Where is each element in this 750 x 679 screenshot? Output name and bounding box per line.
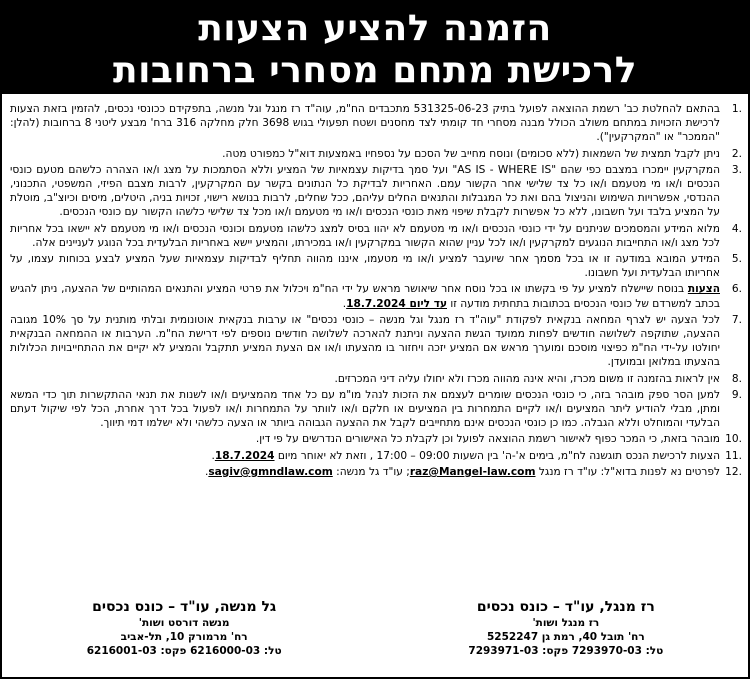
clause-text: למען הסר ספק מובהר בזה, כי כונסי הנכסים שומרים לעצמם את הזכות לנהל מו"מ עם כל אחד מהמציעים ו/או לשנות את תנאי ההתקשרות תוך כדי המשא ומתן, מבלי להודיע ליתר המציעים ו/או לקיים התמחרות בין המציעים או חלקם ו/או לוותר על התמחרות ו/או לפעול בכל דרך אחרת, הכל לפי שיקול דעתם הבלעדי והמוחלט וללא הגבלה. כמו כן כונסי הנכסים אינם מתחייבים לקבל את ההצעה הגבוהה ביותר או הצעה כלשהי ולא ישלמו דמי תיווך. <box>10 388 720 430</box>
clause-item <box>8 465 742 479</box>
clause-item <box>8 163 742 220</box>
clause-item <box>8 449 742 463</box>
notice-title-line2: לרכישת מתחם מסחרי ברחובות <box>112 50 638 91</box>
clause-text: בהתאם להחלטת כב' רשמת ההוצאה לפועל בתיק 531325-06-23 מתכבדים הח"מ, עוה"ד רז מנגל וגל מנשה, בתפקידם ככונסי נכסים, להזמין בזאת הצעות לרכישת הזכויות במתחם משולב הכולל מבנה מסחרי חד קומתי לצד מחסנים ושטח תפעולי בגוש 3698 חלק מחלקה 316 ברח' מבצע ליטני 8 ברחובות (להלן: "הממכר" או "המקרקעין"). <box>10 103 721 144</box>
contact-right-address: רח' תובל 40, רמת גן 5252247 <box>486 631 645 643</box>
clause-number: .11 <box>725 449 742 462</box>
contact-left-name: גל מנשה, עו"ד – כונס נכסים <box>92 599 277 615</box>
clause-number: .6 <box>731 283 742 296</box>
clause-text: . <box>204 465 209 478</box>
clause-text: בנוסח שיישלח למציע על פי בקשתו או בכל נוסח אחר שיאושר מראש על ידי הח"מ ויכלול את פרטי המציע והתנאים המהותיים של ההצעה, ניתן להגיש בכתב למשרדם של כונסי הנכסים בכתובות בתחתית מודעה זו <box>10 283 720 310</box>
contact-right-phones: טל: 7293970-03 פקס: 7293971-03 <box>468 645 664 657</box>
clause-text: לכל הצעה יש לצרף המחאה בנקאית לפקודת "עוה"ד רז מנגל וגל מנשה – כונסי נכסים" או ערבות בנקאית אוטונומית ובלתי מותנית על סך 10% מגובה ההצעה, שתוקפה לשלושה חודשים לפחות ממועד הגשת ההצעה וניתנת להארכה לשלושה חודשים נוספים לפי דרישת הח"מ. הערבות או ההמחאה הבנקאית יחולטו על-ידי הח"מ כפיצוי מוסכם ומוערך מראש אם המציע יזכה ויחזור בו מהצעתו ו/או אם הצעת המציע תתקבל והמציע לא יקיים את ההתחייבויות הכלולות בהצעתו במלואן ובמועדן. <box>10 313 720 369</box>
contact-left-address: רח' מרמורק 10, תל-אביב <box>120 631 248 643</box>
clause-text: הצעות לרכישת הנכס תוגשנה לח"מ, בימים א'-ה' בין השעות 09:00 – 17:00 , וזאת לא יאוחר מיום <box>274 449 720 462</box>
contact-left <box>8 598 360 658</box>
clause-text: המידע המובא במודעה זו או בכל מסמך אחר שיועבר למציע ו/או מי מטעמו, איננו מהווה תחליף לבדיקות עצמאיות שעל המציע לבצע בכוחות עצמו, על אחריותו הבלעדית ועל חשבונו. <box>10 253 720 280</box>
clause-item <box>8 432 742 446</box>
contact-left-phones: טל: 6216000-03 פקס: 6216001-03 <box>86 645 282 657</box>
clause-item <box>8 222 742 250</box>
clause-item <box>8 388 742 431</box>
clauses-list <box>8 102 742 479</box>
contact-right-firm: רז מנגל ושות' <box>532 617 600 629</box>
clause-emphasis: 18.7.2024 <box>214 449 275 462</box>
clause-number: .12 <box>725 465 742 478</box>
clause-item <box>8 252 742 280</box>
clause-number: .8 <box>731 372 742 385</box>
clause-emphasis: הצעות <box>687 283 720 296</box>
clause-text: מלוא המידע והמסמכים שניתנים על ידי כונסי הנכסים ו/או מי מטעמם לא יהוו בסיס למצג כלשהו מטעמם וכונסי הנכסים ו/או מי מטעמם לא יישאו בכל אחריות לכל מצג ו/או התחייבות הנוגעים למקרקעין ו/או לכל עניין שהוא הקשור במקרקעין ו/או במכירתו, והמציע יישא באחריות הבלעדית בכל הנוגע לעניינים אלה. <box>10 222 720 249</box>
clause-text: . <box>342 297 347 310</box>
clause-text: ניתן לקבל תמצית של השמאות (ללא סכומים) ונוסח מחייב של הסכם על נספחיו באמצעות דוא"ל כמפורט מטה. <box>222 147 720 160</box>
clause-number: .9 <box>731 388 742 401</box>
clause-number: .10 <box>725 433 742 446</box>
clause-item <box>8 147 742 161</box>
clause-number: .1 <box>731 103 742 115</box>
contact-right-name: רז מנגל, עו"ד – כונס נכסים <box>476 599 655 615</box>
clause-text: לפרטים נא לפנות בדוא"ל: עו"ד רז מנגל <box>535 465 720 478</box>
clause-number: .4 <box>731 222 742 235</box>
clause-text: המקרקעין יימכרו במצבם כפי שהם "AS IS - WHERE IS" ועל סמך בדיקות עצמאיות של המציע וללא הסתמכות על מצג ו/או הצהרה כלשהם מטעם כונסי הנכסים ו/או מי מטעמם ו/או כל צד שלישי אחר הקשור עמם. האחריות לבדיקת כל הנתונים בקשר עם המקרקעין, לרבות מצבם הפיזי, המשפטי, התכנוני, ההנדסי, אפשרויות השימוש והניצול בהם ואת כל המגבלות והתנאים החלים עליהם, ככל שחלים, לרבות בנושא רישוי, זכויות בניה, היטלים, מיסים וכיוצ"ב, מוטלת על המציע בלבד ועל חשבונו, ללא כל אפשרות לקבלת שיפוי מאת כונסי הנכסים ו/או מי מטעמם ו/או מכל צד שלישי כלשהו הקשור עם כונסי הנכסים. <box>10 163 720 219</box>
clause-item <box>8 372 742 386</box>
clause-text: ; עו"ד גל מנשה: <box>332 465 410 478</box>
clause-item <box>8 282 742 310</box>
clause-number: .5 <box>731 253 742 266</box>
clause-item <box>8 313 742 370</box>
contacts-block <box>8 598 742 658</box>
clause-text: אין לראות בהזמנה זו משום מכרז, והיא אינה מהווה מכרז ולא יחולו עליה דיני המכרזים. <box>334 372 720 385</box>
notice-header <box>2 2 748 94</box>
notice-body <box>2 94 748 479</box>
clause-item <box>8 102 742 145</box>
contact-right <box>390 598 742 658</box>
clause-number: .3 <box>731 163 742 176</box>
notice-title-line1: הזמנה להציע הצעות <box>198 8 552 49</box>
clause-number: .2 <box>731 147 742 160</box>
clause-text: . <box>211 449 215 462</box>
clause-text: מובהר בזאת, כי המכר כפוף לאישור רשמת ההוצאה לפועל וכן לקבלת כל האישורים הנדרשים על פי דין. <box>255 433 720 446</box>
clause-emphasis[interactable]: sagiv@gmndlaw.com <box>208 465 333 478</box>
clause-emphasis[interactable]: raz@Mangel-law.com <box>409 465 536 478</box>
contact-left-firm: מנשה דורסט ושות' <box>138 617 230 629</box>
clause-number: .7 <box>731 313 742 326</box>
clause-emphasis: עד ליום 18.7.2024 <box>346 297 447 310</box>
